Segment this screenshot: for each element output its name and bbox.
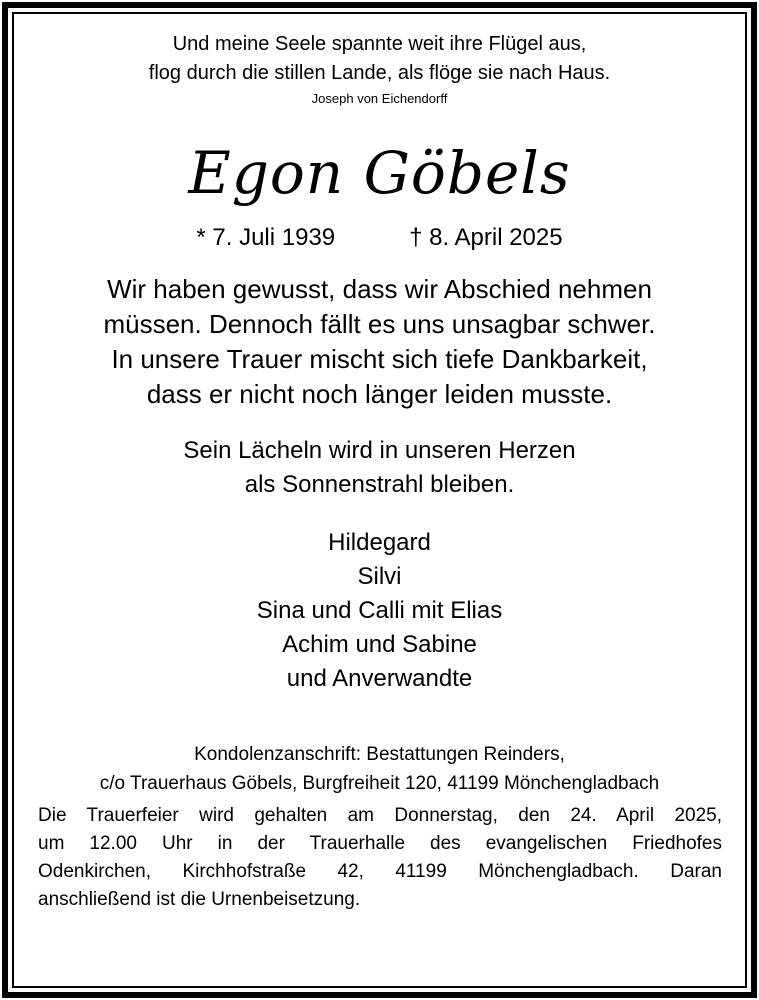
motto-line: Und meine Seele spannte weit ihre Flügel aus,: [172, 33, 587, 55]
motto-quote: [14, 30, 745, 108]
paragraph-line: In unsere Trauer mischt sich tiefe Dankbarkeit,: [111, 344, 648, 374]
address-line: c/o Trauerhaus Göbels, Burgfreiheit 120, 41199 Mönchengladbach: [99, 773, 660, 794]
paragraph-line: Sein Lächeln wird in unseren Herzen: [183, 437, 576, 464]
mourner-name: Sina und Calli mit Elias: [256, 597, 503, 624]
paragraph-line: müssen. Dennoch fällt es uns unsagbar schwer.: [103, 309, 656, 339]
funeral-details: [14, 802, 745, 914]
mourner-name: Hildegard: [328, 529, 431, 556]
paragraph-line: als Sonnenstrahl bleiben.: [244, 471, 515, 498]
life-dates: [14, 222, 745, 254]
paragraph-line: Wir haben gewusst, dass wir Abschied nehmen: [107, 274, 652, 304]
address-line: Kondolenzanschrift: Bestattungen Reinders,: [194, 744, 565, 765]
memory-paragraph: [14, 434, 745, 502]
motto-line: flog durch die stillen Lande, als flöge sie nach Haus.: [148, 62, 611, 84]
condolence-address: [14, 740, 745, 798]
funeral-line: Odenkirchen, Kirchhofstraße 42, 41199 Mönchengladbach. Daran: [38, 861, 722, 882]
birth-date: * 7. Juli 1939: [196, 224, 336, 251]
motto-author: Joseph von Eichendorff: [311, 91, 448, 106]
mourner-name: Silvi: [357, 563, 402, 590]
mourner-name: und Anverwandte: [286, 665, 473, 692]
funeral-line: anschließend ist die Urnenbeisetzung.: [38, 889, 361, 910]
deceased-name: Egon Göbels: [188, 139, 571, 207]
farewell-paragraph: [14, 272, 745, 412]
funeral-line: Die Trauerfeier wird gehalten am Donnerstag, den 24. April 2025,: [38, 805, 722, 826]
obituary-notice: [14, 14, 745, 986]
mourner-name: Achim und Sabine: [282, 631, 477, 658]
paragraph-line: dass er nicht noch länger leiden musste.: [146, 379, 613, 409]
funeral-line: um 12.00 Uhr in der Trauerhalle des evangelischen Friedhofes: [38, 833, 722, 854]
death-date: † 8. April 2025: [409, 224, 563, 251]
mourners-list: [14, 526, 745, 696]
